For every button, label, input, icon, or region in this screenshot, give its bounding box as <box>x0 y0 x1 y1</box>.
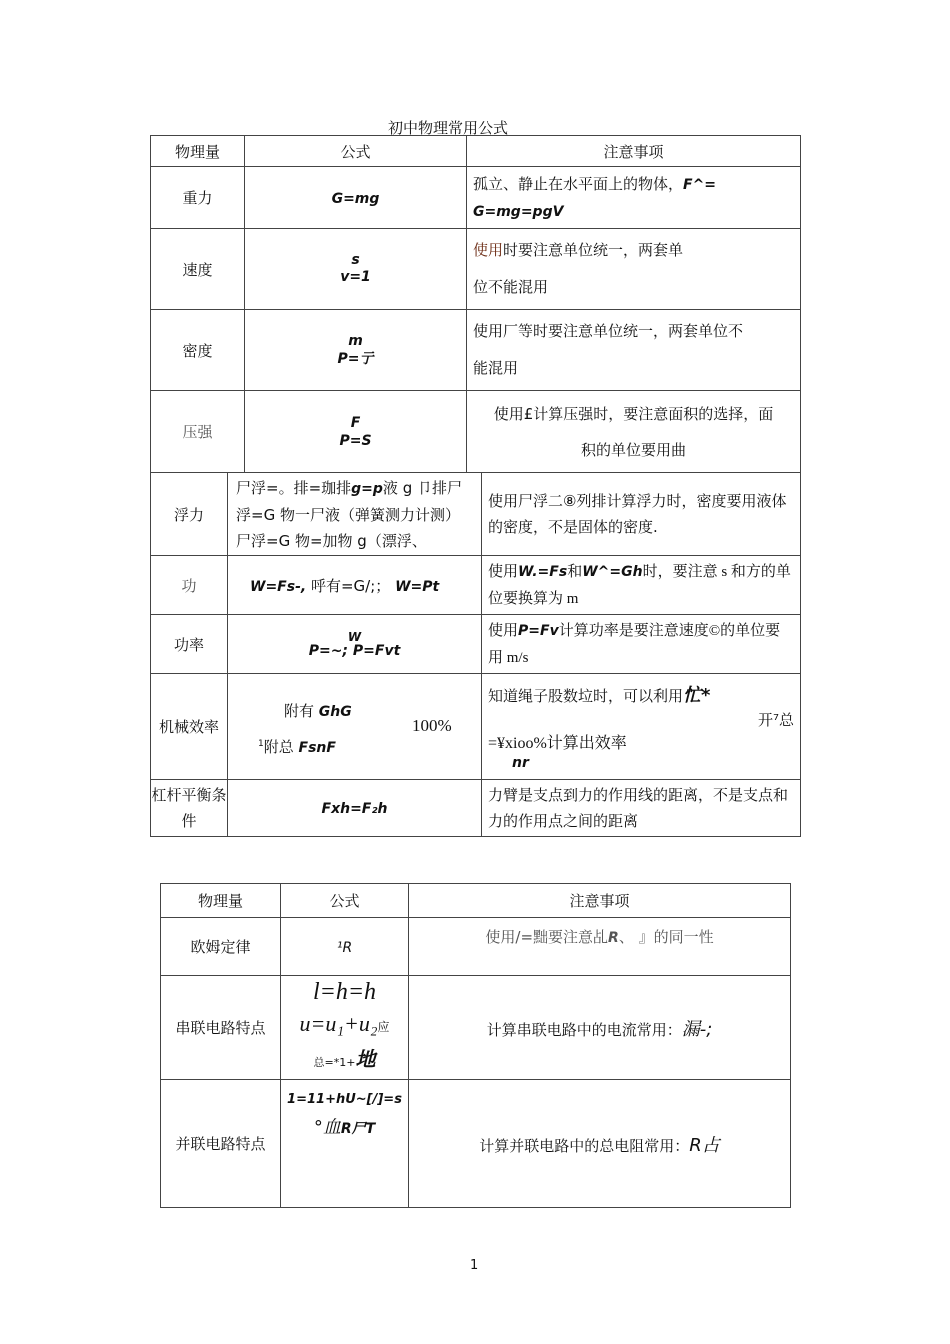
note-text: 使用 <box>473 241 504 259</box>
note-text: 使用 <box>488 562 519 580</box>
table-row <box>151 391 801 473</box>
note-text: 时要注意单位统一，两套单 <box>503 241 684 259</box>
note-text: 孤立、静止在水平面上的物体， <box>473 174 684 193</box>
table-row <box>151 229 801 310</box>
page-number: 1 <box>470 1258 479 1273</box>
row-note <box>409 918 791 976</box>
row-formula: G=mg <box>331 190 380 207</box>
row-note <box>467 310 801 391</box>
table-row <box>161 1080 791 1208</box>
header-quantity: 物理量 <box>161 884 281 918</box>
note-formula: nr <box>512 754 529 771</box>
note-text: 位不能混用 <box>473 278 549 296</box>
table-row <box>151 556 801 615</box>
formula-text: 液 g 卩排尸浮=G 物一尸液（弹簧测力计测）尸浮=G 物=加物 g（漂浮、 <box>236 478 462 550</box>
table-row <box>161 976 791 1080</box>
header-formula: 公式 <box>281 884 409 918</box>
note-text: =¥xioo%计算出效率 <box>488 734 627 752</box>
note-formula: G=mg=pgV <box>473 203 564 220</box>
row-name: 并联电路特点 <box>161 1080 281 1208</box>
row-name: 密度 <box>151 310 245 391</box>
row-note <box>482 674 801 780</box>
row-note <box>482 556 801 615</box>
formula-part: GhG <box>318 704 352 720</box>
row-name: 重力 <box>151 167 245 229</box>
formula-numerator: W <box>347 630 362 644</box>
table-row <box>151 310 801 391</box>
note-text: 能混用 <box>473 359 519 377</box>
note-text: 计算并联电路中的总电阻常用： <box>479 1136 690 1155</box>
formula-numerator: s <box>351 252 360 268</box>
formula-text: 应 <box>377 1020 390 1034</box>
formula-denominator: P=亍 <box>337 351 374 367</box>
row-name: 杠杆平衡条件 <box>151 780 228 837</box>
formula-line: l=h=h <box>312 979 377 1005</box>
row-name: 浮力 <box>151 473 228 556</box>
row-name: 速度 <box>151 229 245 310</box>
formula-part: W=Pt <box>395 578 440 595</box>
note-text: 、 』的同一性 <box>618 928 714 946</box>
row-name: 机械效率 <box>151 674 228 780</box>
formula-part: W=Fs-, <box>250 578 307 595</box>
header-formula: 公式 <box>245 136 467 167</box>
formula-denominator: v=1 <box>340 269 371 285</box>
note-formula: W.=Fs <box>518 564 568 580</box>
page-title: 初中物理常用公式 <box>388 119 509 137</box>
formula-text: 总=*1+ <box>313 1056 356 1069</box>
formula-line: 1=11+hU~[/]=s <box>287 1092 402 1107</box>
formula-text: 1 <box>258 739 264 749</box>
note-formula: F^= <box>683 176 717 193</box>
row-note <box>409 976 791 1080</box>
row-name: 功率 <box>151 615 228 674</box>
table-row <box>151 473 801 556</box>
formula-table-continued <box>150 472 801 837</box>
note-text: 开⁷总 <box>757 710 794 729</box>
formula-text: 呼有=G/;； <box>310 576 391 595</box>
note-text: 和 <box>567 562 583 580</box>
table-row <box>161 918 791 976</box>
note-formula: R占 <box>689 1134 720 1156</box>
formula-part: FsnF <box>298 740 336 756</box>
formula-text: 尸浮=。排=珈排 <box>236 478 352 497</box>
row-name: 功 <box>151 556 228 615</box>
note-text: 时，要注意 s 和方的单位要换算为 m <box>488 564 791 607</box>
row-note <box>409 1080 791 1208</box>
header-notes: 注意事项 <box>467 136 801 167</box>
header-quantity: 物理量 <box>151 136 245 167</box>
formula-denominator: P=S <box>339 432 372 449</box>
circuit-table <box>160 883 791 1208</box>
table-row <box>151 674 801 780</box>
note-formula: 漏-; <box>681 1018 713 1040</box>
formula-table <box>150 135 801 473</box>
row-note <box>467 167 801 229</box>
row-formula: Fxh=F₂h <box>321 801 388 817</box>
formula-part: g=p <box>351 480 383 497</box>
note-formula: 忙* <box>683 684 711 706</box>
note-formula: W^=Gh <box>582 564 643 580</box>
table-row <box>151 780 801 837</box>
formula-part: R尸T <box>340 1121 376 1137</box>
formula-percent: 100% <box>412 716 452 735</box>
formula-part: °血 <box>313 1117 341 1138</box>
note-text: 计算串联电路中的电流常用： <box>486 1020 682 1039</box>
row-note <box>482 615 801 674</box>
note-text: 计算功率是要注意速度©的单位要用 m/s <box>488 623 781 666</box>
formula-part: 地 <box>355 1047 376 1071</box>
row-name: 压强 <box>151 391 245 473</box>
row-name: 串联电路特点 <box>161 976 281 1080</box>
formula-numerator: F <box>350 414 361 431</box>
header-notes: 注意事项 <box>409 884 791 918</box>
row-note <box>467 229 801 310</box>
formula-text: 附总 <box>263 738 294 756</box>
note-text: 使用/=黜要注意乩 <box>485 928 609 946</box>
note-formula: R <box>608 930 619 946</box>
note-text: 使用 <box>488 621 519 639</box>
table-row <box>151 615 801 674</box>
row-note: 使用尸浮二⑧列排计算浮力时，密度要用液体的密度，不是固体的密度. <box>482 473 801 556</box>
row-note <box>467 391 801 473</box>
row-note: 力臂是支点到力的作用线的距离，不是支点和力的作用点之间的距离 <box>482 780 801 837</box>
formula-line: u=u₁+u₂ <box>299 1011 378 1036</box>
table-row <box>151 167 801 229</box>
note-text: 使用厂等时要注意单位统一，两套单位不 <box>473 322 744 340</box>
row-name: 欧姆定律 <box>161 918 281 976</box>
formula-text: P=~; P=Fvt <box>308 643 401 659</box>
note-text: 积的单位要用曲 <box>580 440 686 459</box>
note-text: 知道绳子股数垃时，可以利用 <box>488 686 684 705</box>
note-formula: P=Fv <box>518 623 559 639</box>
row-formula: ¹R <box>336 939 353 956</box>
formula-numerator: m <box>348 333 363 349</box>
formula-text: 附有 <box>284 702 315 720</box>
note-text: 使用£计算压强时，要注意面积的选择，面 <box>493 404 774 423</box>
